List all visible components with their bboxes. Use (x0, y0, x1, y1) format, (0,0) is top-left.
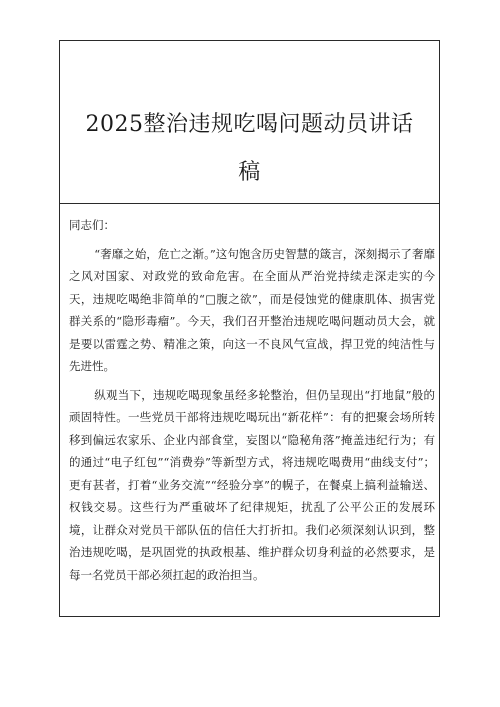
paragraph-2: 纵观当下，违规吃喝现象虽经多轮整治，但仍呈现出“打地鼠”般的顽固特性。一些党员干部将违规吃喝玩出“新花样”：有的把聚会场所转移到偏远农家乐、企业内部食堂，妄图以“隐秘角落”掩盖违纪行为；有的通过“电子红包”“消费券”等新型方式，将违规吃喝费用“曲线支付”；更有甚者，打着“业务交流”“经验分享”的幌子，在餐桌上搞利益输送、权钱交易。这些行为严重破坏了纪律规矩，扰乱了公平公正的发展环境，让群众对党员干部队伍的信任大打折扣。我们必须深刻认识到，整治违规吃喝，是巩固党的执政根基、维护群众切身利益的必然要求，是每一名党员干部必须扛起的政治担当。 (69, 387, 435, 582)
title-divider (60, 203, 439, 204)
document-title (60, 101, 439, 197)
document-title-line-2: 稿 (238, 160, 261, 185)
document-frame (59, 40, 440, 617)
document-title-line-1: 2025整治违规吃喝问题动员讲话 (85, 112, 414, 137)
salutation: 同志们： (69, 218, 115, 232)
document-body (69, 214, 435, 592)
paragraph-1: “奢靡之始，危亡之渐。”这句饱含历史智慧的箴言，深刻揭示了奢靡之风对国家、对政党的致命危害。在全面从严治党持续走深走实的今天，违规吃喝绝非简单的“□腹之欲”，而是侵蚀党的健康肌体、损害党群关系的“隐形毒瘤”。今天，我们召开整治违规吃喝问题动员大会，就是要以雷霆之势、精准之策，向这一不良风气宣战，捍卫党的纯洁性与先进性。 (69, 246, 435, 373)
